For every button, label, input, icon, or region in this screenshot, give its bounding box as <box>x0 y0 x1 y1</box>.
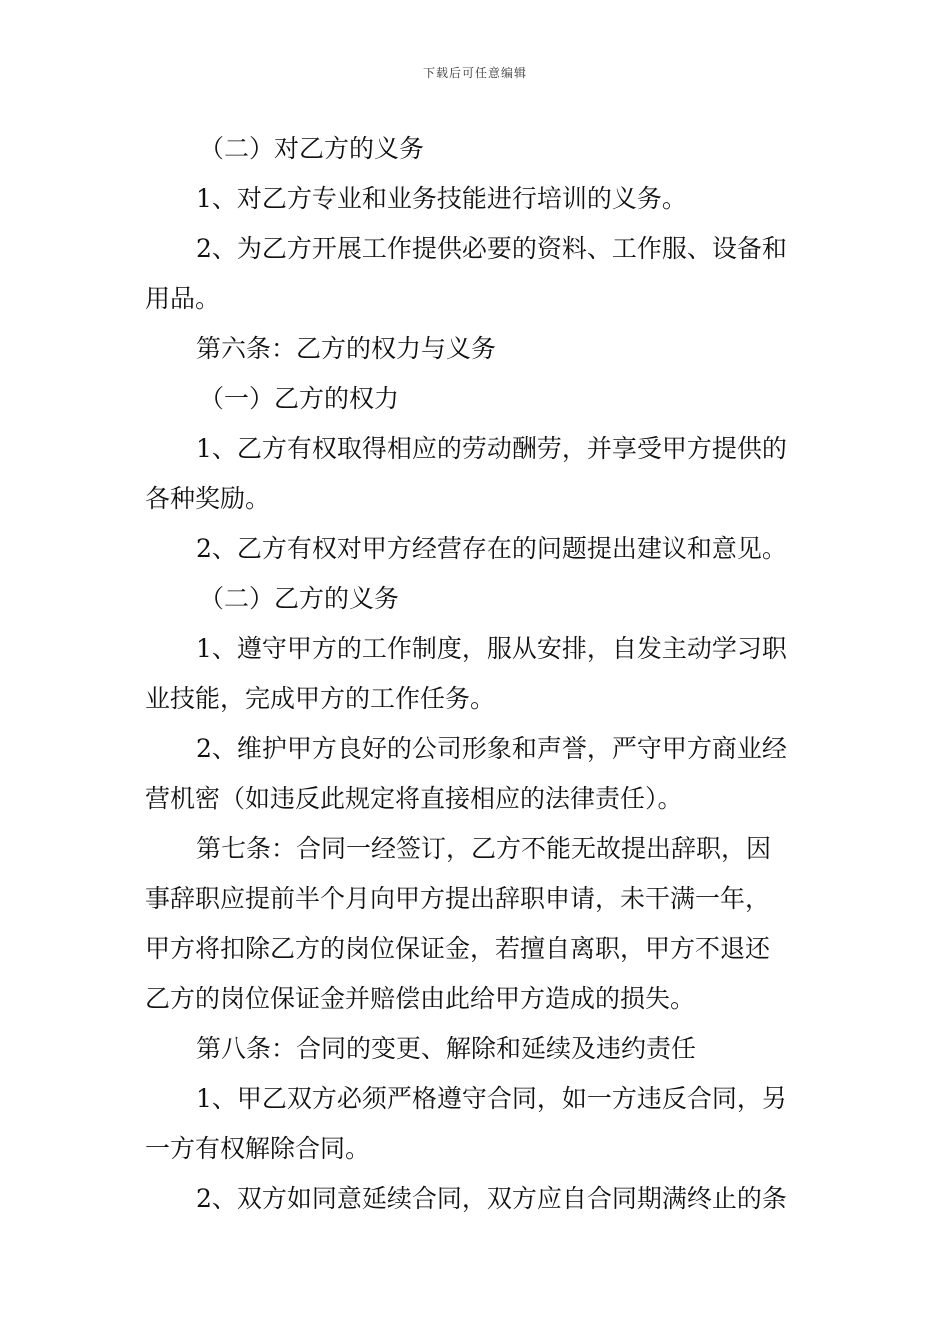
paragraph-line-continued: 用品。 <box>145 284 221 313</box>
article-paragraph: 第七条：合同一经签订，乙方不能无故提出辞职，因 <box>196 834 772 863</box>
paragraph-line: 2、乙方有权对甲方经营存在的问题提出建议和意见。 <box>196 534 787 563</box>
paragraph-line: 1、遵守甲方的工作制度，服从安排，自发主动学习职 <box>196 634 787 663</box>
subsection-heading: （一）乙方的权力 <box>199 384 400 413</box>
paragraph-line-continued: 乙方的岗位保证金并赔偿由此给甲方造成的损失。 <box>145 984 696 1013</box>
paragraph-line: 2、维护甲方良好的公司形象和声誉，严守甲方商业经 <box>196 734 787 763</box>
subsection-heading: （二）乙方的义务 <box>199 584 400 613</box>
paragraph-line-continued: 营机密（如违反此规定将直接相应的法律责任）。 <box>145 784 683 813</box>
paragraph-line: 2、为乙方开展工作提供必要的资料、工作服、设备和 <box>196 234 787 263</box>
paragraph-line: 1、乙方有权取得相应的劳动酬劳，并享受甲方提供的 <box>196 434 787 463</box>
document-body <box>145 124 807 1224</box>
paragraph-line: 2、双方如同意延续合同，双方应自合同期满终止的条 <box>196 1184 787 1213</box>
paragraph-line-continued: 各种奖励。 <box>145 484 271 513</box>
subsection-heading: （二）对乙方的义务 <box>199 134 425 163</box>
article-heading: 第八条：合同的变更、解除和延续及违约责任 <box>196 1034 697 1063</box>
paragraph-line-continued: 业技能，完成甲方的工作任务。 <box>145 684 496 713</box>
paragraph-line-continued: 事辞职应提前半个月向甲方提出辞职申请，未干满一年， <box>145 884 771 913</box>
paragraph-line-continued: 甲方将扣除乙方的岗位保证金，若擅自离职，甲方不退还 <box>145 934 771 963</box>
paragraph-line: 1、甲乙双方必须严格遵守合同，如一方违反合同，另 <box>196 1084 787 1113</box>
article-heading: 第六条：乙方的权力与义务 <box>196 334 497 363</box>
paragraph-line: 1、对乙方专业和业务技能进行培训的义务。 <box>196 184 687 213</box>
page-header-note: 下载后可任意编辑 <box>422 66 527 80</box>
paragraph-line-continued: 一方有权解除合同。 <box>145 1134 371 1163</box>
